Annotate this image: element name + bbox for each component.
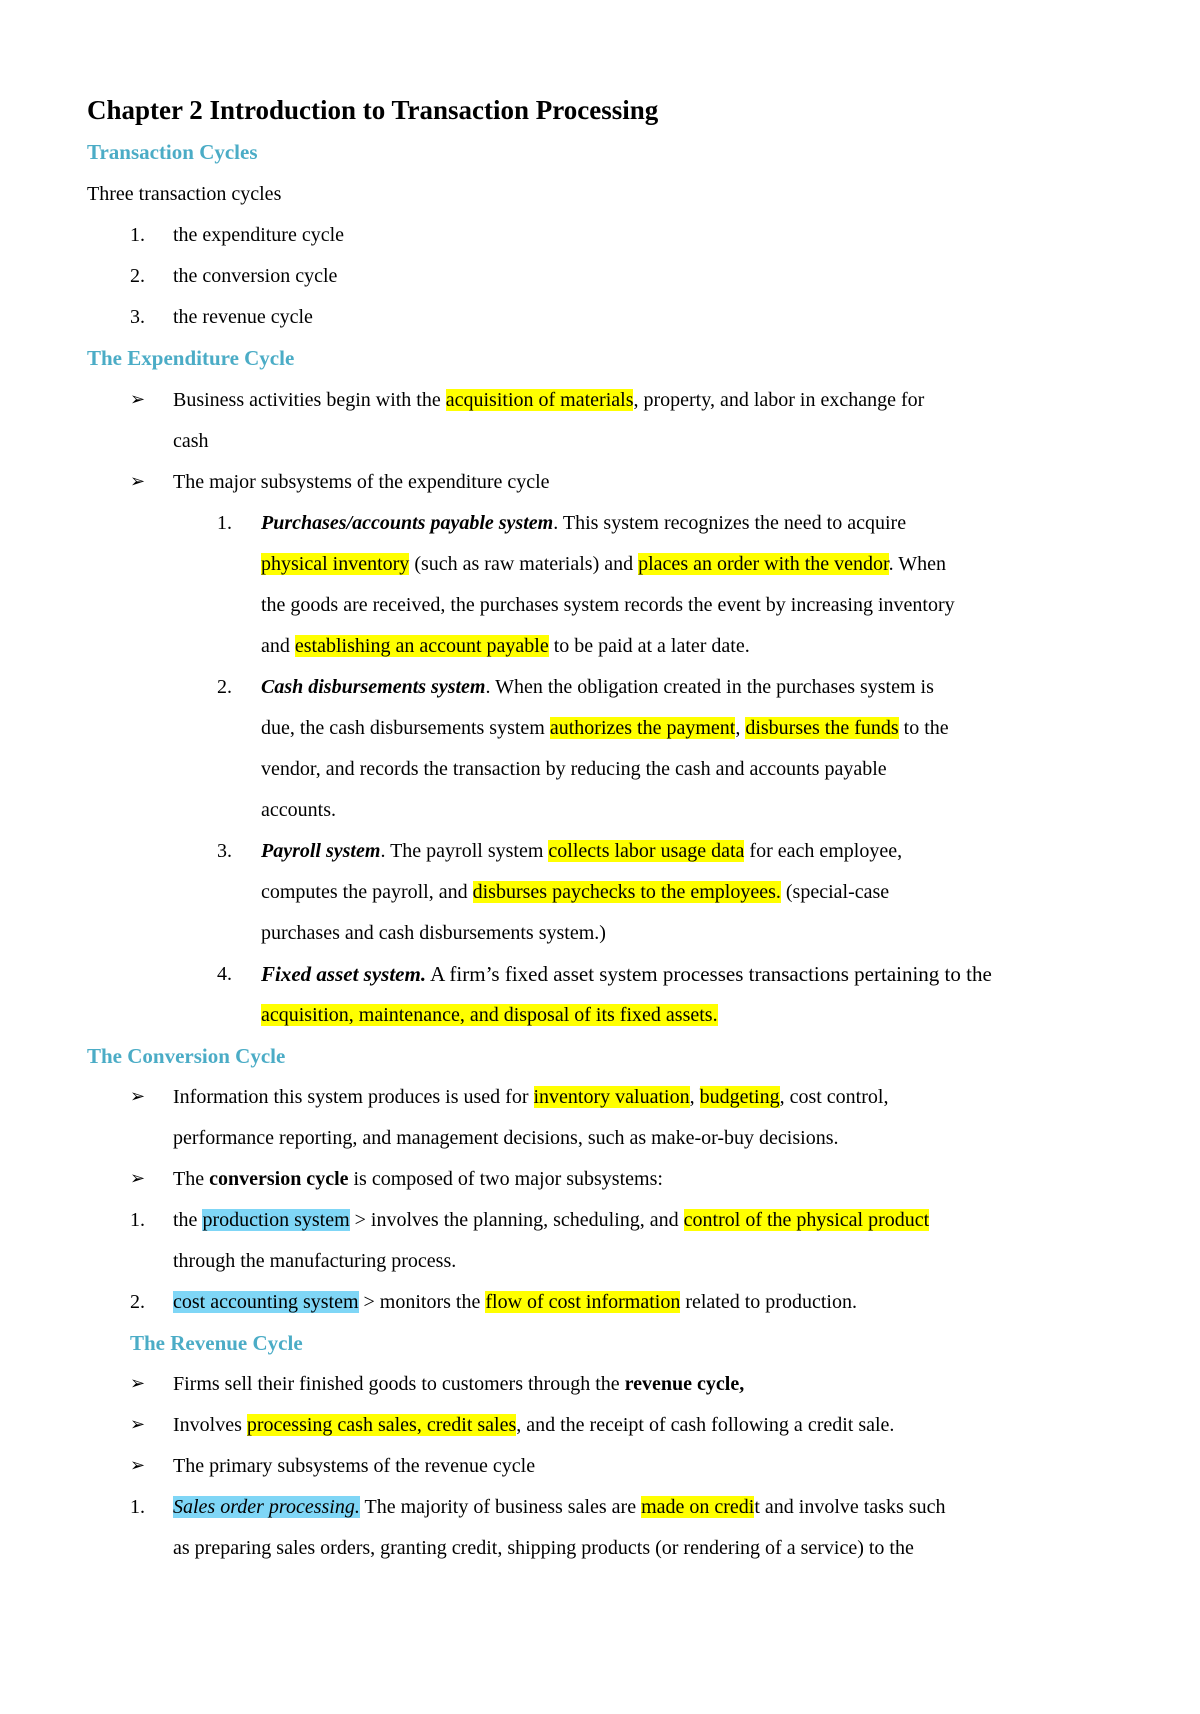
subsystem-payroll-line2: computes the payroll, and disburses paychecks to the employees. (special-case <box>261 881 890 903</box>
page-title: Chapter 2 Introduction to Transaction Processing <box>87 95 659 125</box>
list-number: 3. <box>217 840 232 862</box>
subsystem-production: the production system > involves the planning, scheduling, and control of the physical product <box>173 1209 930 1231</box>
bullet-text: The primary subsystems of the revenue cycle <box>173 1455 536 1477</box>
list-number: 1. <box>130 1496 145 1518</box>
subsystem-purchases-line3: the goods are received, the purchases system records the event by increasing inventory <box>261 594 955 616</box>
bullet-text: The conversion cycle is composed of two major subsystems: <box>173 1168 663 1190</box>
subsystem-cost-accounting: cost accounting system > monitors the flow of cost information related to production. <box>173 1291 857 1313</box>
subsystem-fixed-asset-line2: acquisition, maintenance, and disposal of its fixed assets. <box>261 1004 718 1026</box>
subsystem-cash-disbursements-line2: due, the cash disbursements system authorizes the payment, disburses the funds to the <box>261 717 949 739</box>
list-number: 2. <box>130 1291 145 1313</box>
list-number: 4. <box>217 963 232 985</box>
arrow-bullet-icon: ➢ <box>130 1168 146 1189</box>
list-item: the revenue cycle <box>173 306 313 328</box>
list-number: 1. <box>217 512 232 534</box>
arrow-bullet-icon: ➢ <box>130 1373 146 1394</box>
subsystem-sales-order-line2: as preparing sales orders, granting credit, shipping products (or rendering of a service) to the <box>173 1537 914 1559</box>
list-number: 1. <box>130 1209 145 1231</box>
subsystem-cash-disbursements: Cash disbursements system. When the obligation created in the purchases system is <box>261 676 934 698</box>
subsystem-payroll: Payroll system. The payroll system collects labor usage data for each employee, <box>261 840 903 862</box>
arrow-bullet-icon: ➢ <box>130 1414 146 1435</box>
bullet-text: Information this system produces is used for inventory valuation, budgeting, cost control, <box>173 1086 889 1108</box>
bullet-text: The major subsystems of the expenditure cycle <box>173 471 550 493</box>
list-number: 1. <box>130 224 145 246</box>
heading-expenditure-cycle: The Expenditure Cycle <box>87 346 295 370</box>
subsystem-production-line2: through the manufacturing process. <box>173 1250 457 1272</box>
subsystem-purchases: Purchases/accounts payable system. This system recognizes the need to acquire <box>261 512 907 534</box>
heading-conversion-cycle: The Conversion Cycle <box>87 1044 286 1068</box>
bullet-text: Business activities begin with the acquisition of materials, property, and labor in exchange for <box>173 389 925 411</box>
arrow-bullet-icon: ➢ <box>130 1455 146 1476</box>
arrow-bullet-icon: ➢ <box>130 471 146 492</box>
bullet-text: Involves processing cash sales, credit sales, and the receipt of cash following a credit sale. <box>173 1414 895 1436</box>
heading-transaction-cycles: Transaction Cycles <box>87 140 258 164</box>
subsystem-fixed-asset: Fixed asset system. A firm’s fixed asset system processes transactions pertaining to the <box>261 962 992 986</box>
arrow-bullet-icon: ➢ <box>130 389 146 410</box>
bullet-text-continued: performance reporting, and management decisions, such as make-or-buy decisions. <box>173 1127 839 1149</box>
heading-revenue-cycle: The Revenue Cycle <box>130 1331 303 1355</box>
subsystem-payroll-line3: purchases and cash disbursements system.) <box>261 922 606 944</box>
list-number: 3. <box>130 306 145 328</box>
subsystem-purchases-line2: physical inventory (such as raw materials) and places an order with the vendor. When <box>261 553 946 575</box>
subsystem-purchases-line4: and establishing an account payable to be paid at a later date. <box>261 635 750 657</box>
subsystem-cash-disbursements-line3: vendor, and records the transaction by reducing the cash and accounts payable <box>261 758 887 780</box>
bullet-text: Firms sell their finished goods to customers through the revenue cycle, <box>173 1373 745 1395</box>
subsystem-sales-order: Sales order processing. The majority of business sales are made on credit and involve tasks such <box>173 1496 946 1518</box>
intro-text: Three transaction cycles <box>87 183 282 205</box>
list-number: 2. <box>130 265 145 287</box>
list-number: 2. <box>217 676 232 698</box>
arrow-bullet-icon: ➢ <box>130 1086 146 1107</box>
subsystem-cash-disbursements-line4: accounts. <box>261 799 336 821</box>
bullet-text-continued: cash <box>173 430 209 452</box>
list-item: the conversion cycle <box>173 265 338 287</box>
list-item: the expenditure cycle <box>173 224 345 246</box>
